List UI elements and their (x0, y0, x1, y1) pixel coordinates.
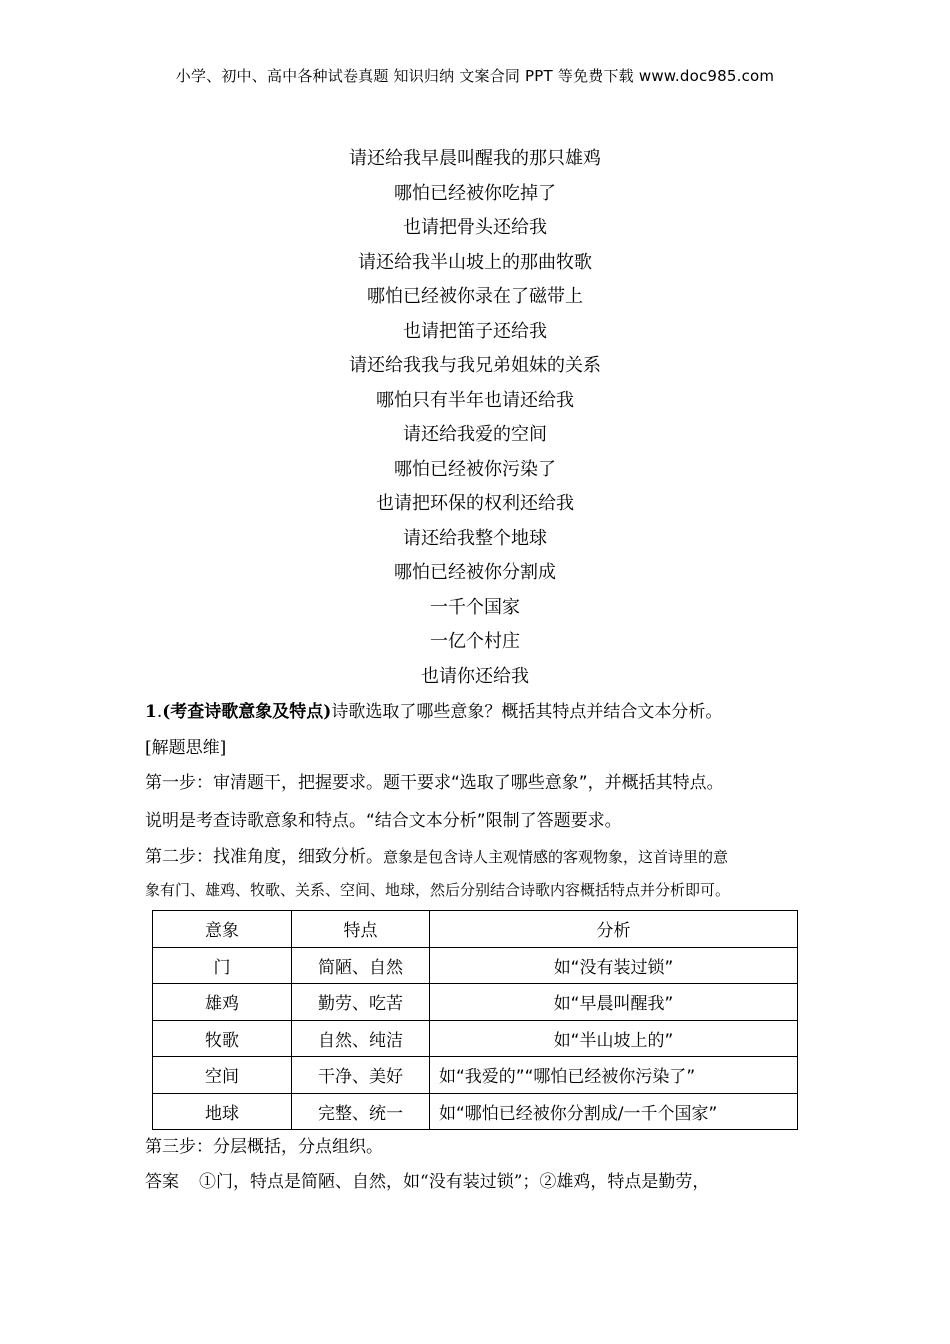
question-text: 诗歌选取了哪些意象？概括其特点并结合文本分析。 (331, 702, 723, 722)
table-header-cell: 意象 (153, 911, 292, 948)
step3-line: 第三步：分层概括，分点组织。 (145, 1137, 383, 1157)
table-cell: 如“半山坡上的” (430, 1020, 798, 1057)
question-1 (145, 697, 722, 722)
poem-line: 请还给我半山坡上的那曲牧歌 (358, 251, 592, 273)
table-row (153, 1020, 798, 1057)
poem-line: 哪怕只有半年也请还给我 (376, 389, 574, 411)
table-row (153, 947, 798, 984)
page-header-banner: 小学、初中、高中各种试卷真题 知识归纳 文案合同 PPT 等免费下载 www.doc985.com (175, 67, 775, 85)
poem-line: 请还给我早晨叫醒我的那只雄鸡 (349, 148, 601, 169)
poem-line: 也请你还给我 (421, 665, 529, 687)
table-cell: 空间 (153, 1057, 292, 1094)
thinking-label: [解题思维] (145, 738, 227, 758)
table-cell: 如“没有装过锁” (430, 947, 798, 984)
step2-line2: 象有门、雄鸡、牧歌、关系、空间、地球，然后分别结合诗歌内容概括特点并分析即可。 (145, 881, 731, 899)
table-row (153, 984, 798, 1021)
table-cell: 牧歌 (153, 1020, 292, 1057)
poem-line: 哪怕已经被你污染了 (394, 458, 556, 480)
step2-title: 第二步：找准角度，细致分析。 (145, 847, 383, 867)
question-tag: (考查诗歌意象及特点) (162, 702, 332, 722)
poem-line: 哪怕已经被你分割成 (394, 562, 556, 583)
table-header-cell: 分析 (430, 911, 798, 948)
table-cell: 勤劳、吃苦 (292, 984, 430, 1021)
table-row (153, 1093, 798, 1130)
poem-line: 也请把骨头还给我 (403, 217, 547, 238)
question-number: 1 (145, 702, 157, 722)
question-dot: . (156, 702, 163, 722)
table-cell: 门 (153, 947, 292, 984)
poem-line: 请还给我整个地球 (403, 527, 547, 549)
table-cell: 如“哪怕已经被你分割成/一千个国家” (430, 1093, 798, 1130)
table-row (153, 1057, 798, 1094)
table-cell: 干净、美好 (292, 1057, 430, 1094)
poem-line: 请还给我爱的空间 (403, 424, 547, 445)
poem-line: 也请把环保的权利还给我 (376, 493, 574, 514)
answer-line (145, 1167, 709, 1192)
poem-line: 一千个国家 (430, 596, 520, 618)
poem-line: 哪怕已经被你录在了磁带上 (367, 286, 583, 307)
table-header-row (153, 911, 798, 948)
step2-text1: 意象是包含诗人主观情感的客观物象，这首诗里的意 (383, 848, 729, 866)
poem-line: 一亿个村庄 (430, 631, 520, 652)
imagery-table (152, 910, 798, 1130)
step1-line2: 说明是考查诗歌意象和特点。“结合文本分析”限制了答题要求。 (145, 811, 622, 831)
table-cell: 雄鸡 (153, 984, 292, 1021)
table-cell: 地球 (153, 1093, 292, 1130)
table-header-cell: 特点 (292, 911, 430, 948)
table-cell: 自然、纯洁 (292, 1020, 430, 1057)
poem-line: 也请把笛子还给我 (403, 320, 547, 342)
table-cell: 如“我爱的”“哪怕已经被你污染了” (430, 1057, 798, 1094)
answer-label: 答案 (145, 1172, 179, 1192)
poem-line: 哪怕已经被你吃掉了 (394, 182, 556, 204)
table-cell: 完整、统一 (292, 1093, 430, 1130)
poem-line: 请还给我我与我兄弟姐妹的关系 (349, 355, 601, 376)
poem (0, 144, 950, 696)
answer-text: ①门，特点是简陋、自然，如“没有装过锁”；②雄鸡，特点是勤劳， (199, 1172, 710, 1192)
table-cell: 简陋、自然 (292, 947, 430, 984)
step1-line1: 第一步：审清题干，把握要求。题干要求“选取了哪些意象”，并概括其特点。 (145, 773, 724, 793)
step2-line1 (145, 842, 728, 867)
table-cell: 如“早晨叫醒我” (430, 984, 798, 1021)
